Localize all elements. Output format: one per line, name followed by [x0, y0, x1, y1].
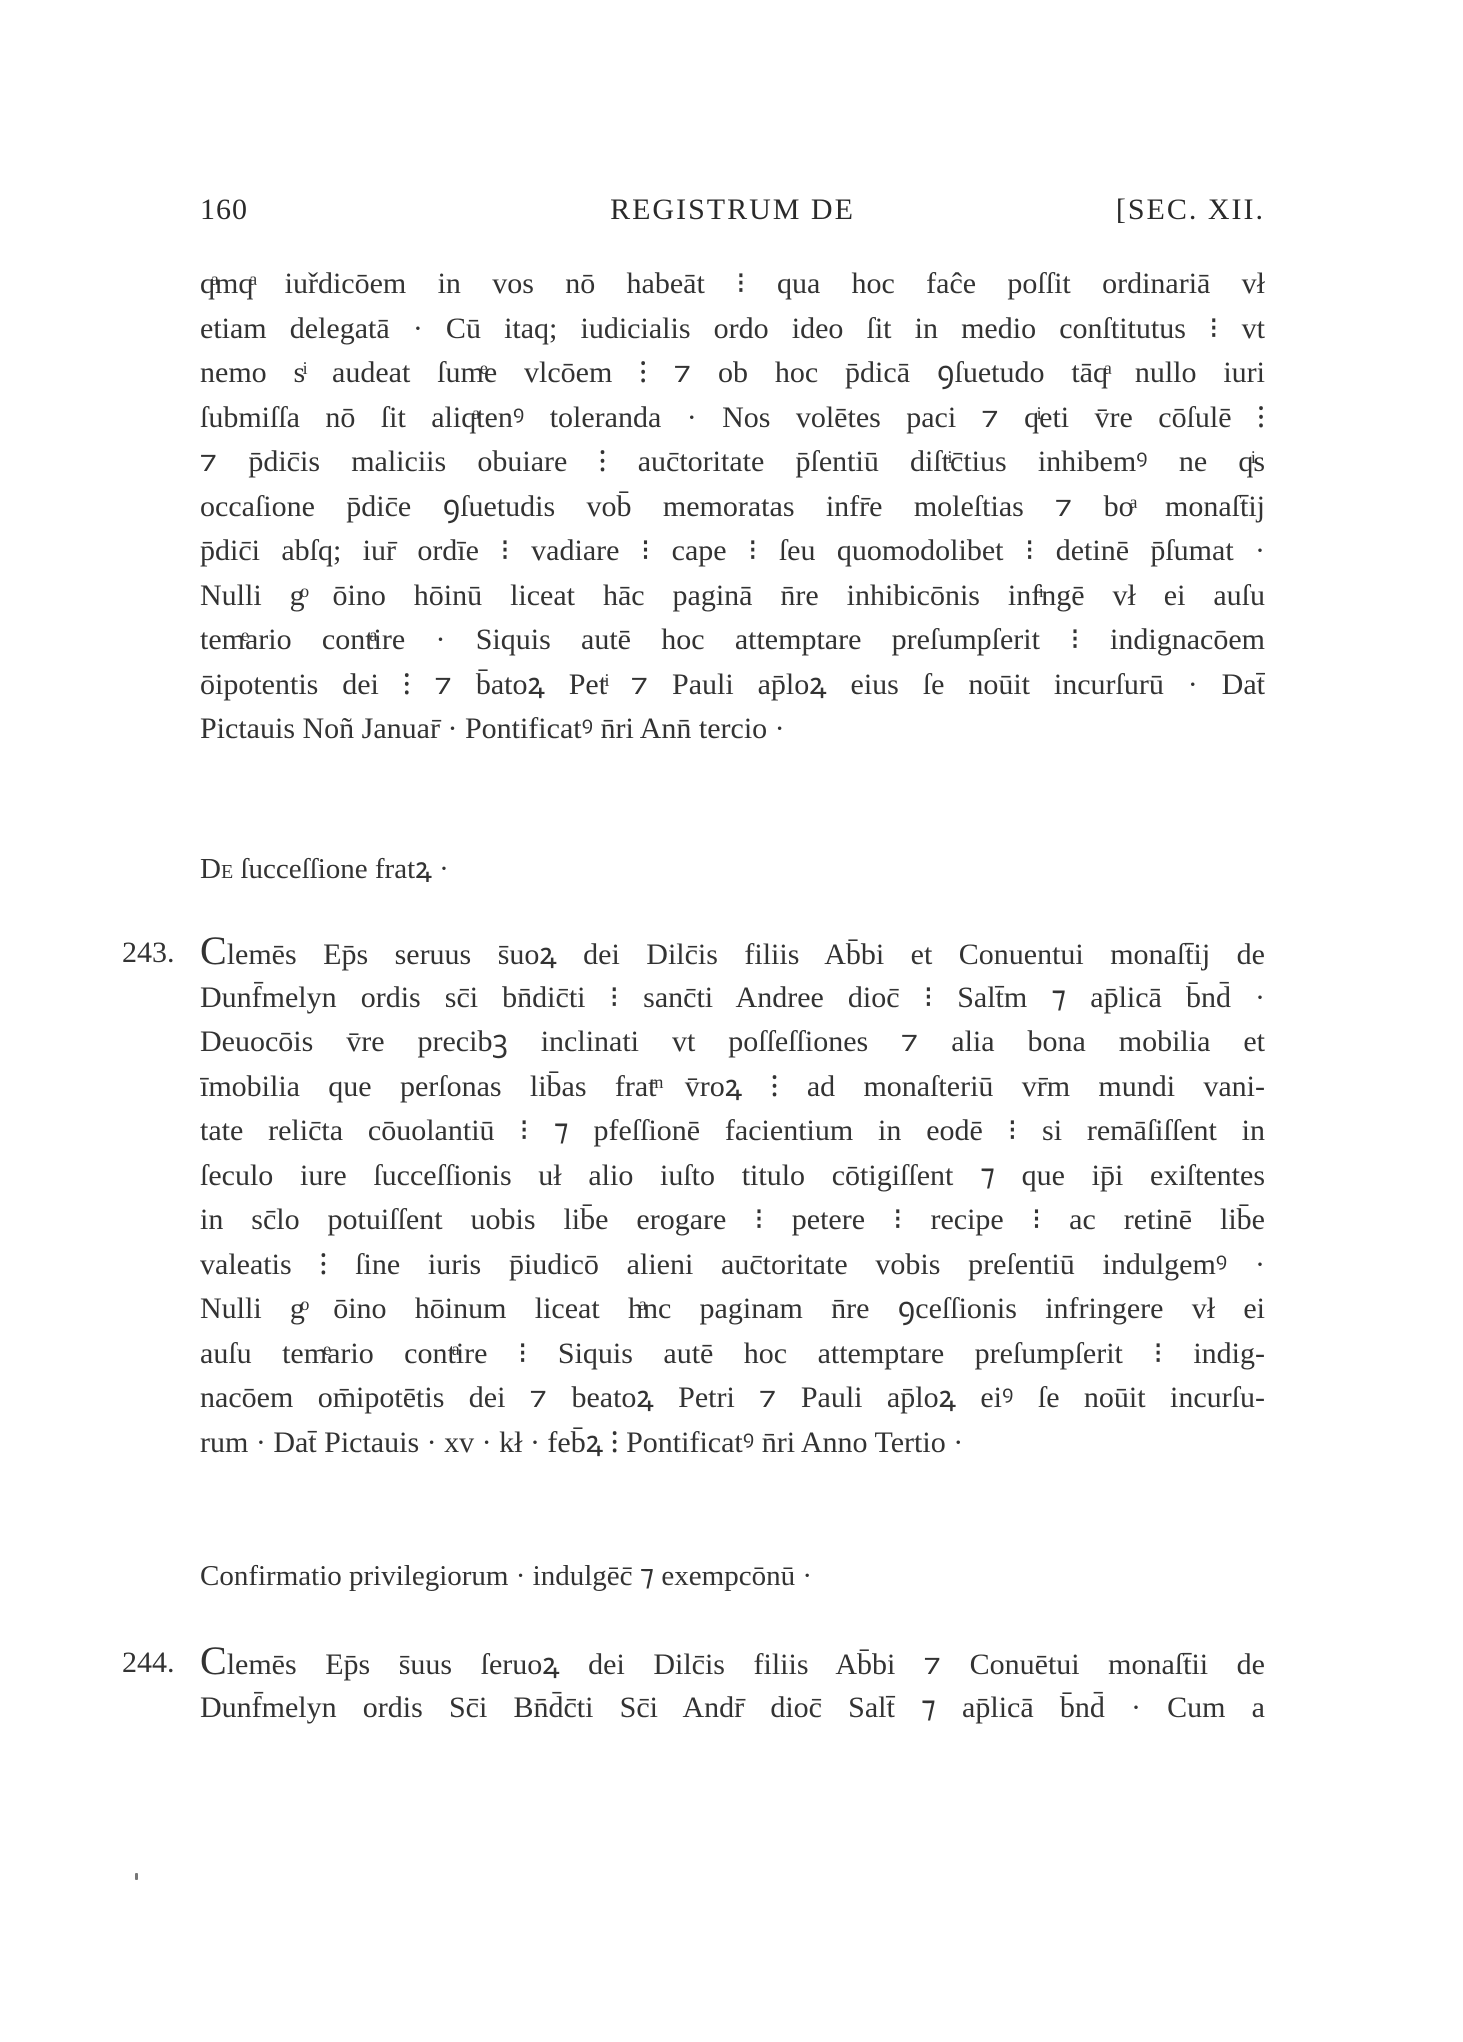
text-line	[200, 931, 1265, 976]
text-line: qͣmqͣ iuřdicōem in vos nō habeāt ⁝ qua hoc faĉe poſſit ordinariā vł	[200, 267, 1265, 300]
text-line: in sc̄lo potuiſſent uobis lib̄e erogare ⁝ petere ⁝ recipe ⁝ ac retinē lib̄e	[200, 1203, 1265, 1236]
section-heading-succession	[200, 848, 449, 887]
text-line: Dunf̄melyn ordis Sc̄i Bn̄d̄c̄ti Sc̄i Andr̄ dioc̄ Salt̄ ⁊ ap̄licā b̄nd̄ · Cum a	[200, 1690, 1265, 1724]
text-line: etiam delegatā · Cū itaq; iudicialis ordo ideo ſit in medio conſtitutus ⁝ vt	[200, 311, 1265, 345]
entry-number: 244.	[122, 1646, 175, 1679]
entry-244	[122, 1641, 1265, 1730]
continuation-paragraph	[200, 262, 1265, 752]
page-number: 160	[200, 193, 248, 226]
text-line: tate relic̄ta cōuolantiū ⁝ ⁊ pfeſſionē facientium in eodē ⁝ si remāſiſſent in	[200, 1114, 1265, 1147]
page-header	[200, 193, 1265, 233]
heading-text: ſucceſſione fratꝝ ·	[233, 853, 449, 885]
text-line: auſu temͤario contͣire ⁝ Siquis autē hoc attemptare preſumpſerit ⁝ indig-	[200, 1336, 1265, 1370]
drop-initial: C	[200, 1641, 227, 1683]
text-line: Deuocōis v̄re precibꝫ inclinati vt poſſeſſiones ⁊ alia bona mobilia et	[200, 1025, 1265, 1058]
text-line: Dunf̄melyn ordis sc̄i bn̄dic̄ti ⁝ sanc̄ti Andree dioc̄ ⁝ Salt̄m ⁊ ap̄licā b̄nd̄ ·	[200, 980, 1265, 1014]
entry-text	[200, 1641, 1265, 1730]
text-line: temͤario contͣire · Siquis autē hoc attemptare preſumpſerit ⁝ indignacōem	[200, 623, 1265, 656]
text-line: valeatis ⁝ ſine iuris p̄iudicō alieni auc̄toritate vobis preſentiū indulgemꝰ ·	[200, 1247, 1265, 1281]
text-line	[200, 1641, 1265, 1686]
text-line: occaſione p̄dic̄e ꝯſuetudis vob̄ memoratas infr̄e moleſtias ⁊ boͣ monaſt̄ij	[200, 489, 1265, 523]
entry-text	[200, 931, 1265, 1465]
section-heading-confirmatio: Confirmatio privilegiorum · indulgēc̄ ⁊ exempcōnū ·	[200, 1560, 812, 1592]
text-line: Nulli gͦ ōino hōinū liceat hāc paginā n̄re inhibicōnis infͥngē vł ei auſu	[200, 578, 1265, 612]
text-line: nacōem om̄ipotētis dei ⁊ beatoꝝ Petri ⁊ Pauli ap̄loꝝ eiꝰ ſe noūit incurſu-	[200, 1381, 1265, 1414]
section-mark: [SEC. XII.	[1115, 193, 1265, 226]
text-line: p̄dic̄i abſq; iur̄ ordīe ⁝ vadiare ⁝ cape ⁝ ſeu quomodolibet ⁝ detinē p̄ſumat ·	[200, 534, 1265, 567]
entry-number: 243.	[122, 936, 175, 969]
text-line: ōipotentis dei ⁝ ⁊ b̄atoꝝ Petͥ ⁊ Pauli ap̄loꝝ eius ſe noūit incurſurū · Dat̄	[200, 667, 1265, 701]
line-text: lemēs Ep̄s s̄uus ſeruoꝝ dei Dilc̄is filiis Ab̄bi ⁊ Conuētui monaſt̄ii de	[226, 1648, 1265, 1681]
drop-initial: C	[200, 931, 227, 973]
text-line: ſeculo iure ſucceſſionis uł alio iuſto titulo cōtigiſſent ⁊ que ip̄i exiſtentes	[200, 1158, 1265, 1192]
text-line: īmobilia que perſonas lib̄as fratͫ v̄roꝝ ⁝ ad monaſteriū vr̄m mundi vani-	[200, 1069, 1265, 1103]
text-line: ſubmiſſa nō ſit aliqͣtenꝰ toleranda · Nos volētes paci ⁊ qͥeti v̄re cōſulē ⁝	[200, 400, 1265, 434]
line-text: lemēs Ep̄s seruus s̄uoꝝ dei Dilc̄is filiis Ab̄bi et Conuentui monaſt̄ij de	[226, 938, 1265, 971]
heading-prefix: De	[200, 853, 234, 885]
text-line: ⁊ p̄dic̄is maliciis obuiare ⁝ auc̄toritate p̄ſentiū diſtͥc̄tius inhibemꝰ ne qͥs	[200, 445, 1265, 478]
running-title: REGISTRUM DE	[610, 193, 855, 226]
text-line: rum · Dat̄ Pictauis · xv · kł · feb̄ꝝ ⁝ Pontificatꝰ n̄ri Anno Tertio ·	[200, 1425, 964, 1459]
entry-243	[122, 931, 1265, 1465]
text-line: Nulli gͦ ōino hōinum liceat hͣnc paginam n̄re ꝯceſſionis infringere vł ei	[200, 1292, 1265, 1325]
ink-speck	[135, 1873, 138, 1880]
text-line: nemo sͥ audeat ſumͤe vlcōem ⁝ ⁊ ob hoc p̄dicā ꝯſuetudo tāqͣ nullo iuri	[200, 356, 1265, 389]
text-line: Pictauis Noñ Januar̄ · Pontificatꝰ n̄ri Ann̄ tercio ·	[200, 712, 785, 745]
